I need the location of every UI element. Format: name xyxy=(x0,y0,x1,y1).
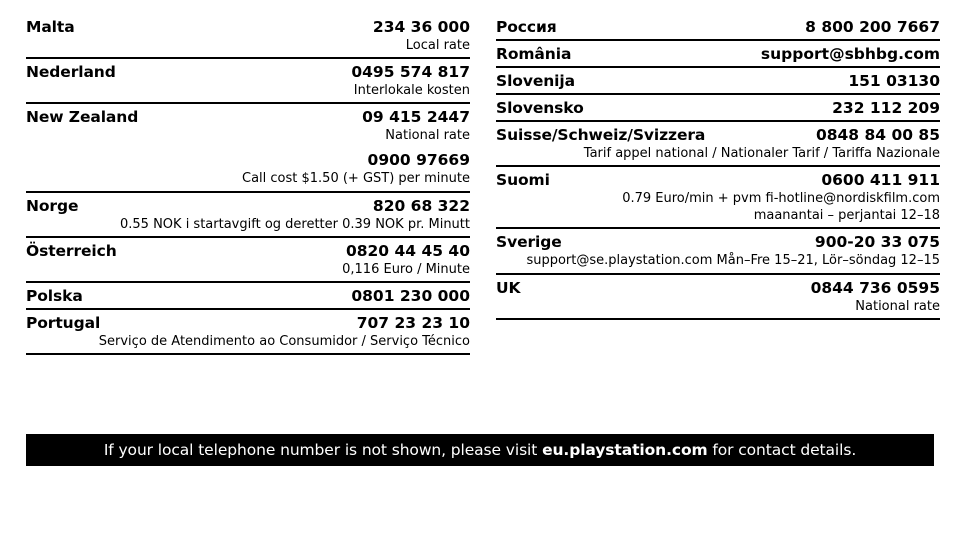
country-name: Nederland xyxy=(26,63,116,82)
entry-header xyxy=(496,45,940,63)
entry-header xyxy=(496,72,940,90)
phone-number: 0900 97669 xyxy=(367,151,470,170)
rate-note xyxy=(496,190,940,224)
list-item xyxy=(496,14,940,41)
entry-header xyxy=(496,171,940,189)
phone-number: 707 23 23 10 xyxy=(356,313,470,332)
entry-header xyxy=(26,63,470,81)
phone-number: 0820 44 45 40 xyxy=(345,241,470,260)
phone-number: 820 68 322 xyxy=(372,196,470,215)
rate-note xyxy=(26,127,470,144)
country-name: UK xyxy=(496,278,521,297)
note-line: Tarif appel national / Nationaler Tarif / Tariffa Nazionale xyxy=(583,146,940,161)
country-name: Österreich xyxy=(26,241,117,260)
phone-number: 900-20 33 075 xyxy=(814,233,940,252)
phone-number: 234 36 000 xyxy=(372,18,470,36)
note-line: support@se.playstation.com Mån–Fre 15–21, Lör–söndag 12–15 xyxy=(526,253,940,269)
entry-header xyxy=(26,287,470,305)
phone-number: 232 112 209 xyxy=(832,99,940,117)
phone-number: 0844 736 0595 xyxy=(810,278,940,297)
phone-number: 8 800 200 7667 xyxy=(805,18,940,36)
list-item xyxy=(26,283,470,310)
entry-header xyxy=(496,233,940,251)
rate-note xyxy=(26,216,470,233)
country-name: Россия xyxy=(496,18,557,36)
note-line: Serviço de Atendimento ao Consumidor / Serviço Técnico xyxy=(98,333,470,349)
rate-note xyxy=(26,261,470,278)
entry-header xyxy=(26,18,470,36)
contact-email: support@sbhbg.com xyxy=(760,45,940,63)
entry-header xyxy=(26,314,470,332)
phone-number: 151 03130 xyxy=(848,72,940,90)
footer-suffix: for contact details. xyxy=(707,441,857,459)
rate-note xyxy=(26,82,470,99)
country-name: Slovensko xyxy=(496,99,584,117)
list-item xyxy=(496,275,940,320)
phone-number: 0495 574 817 xyxy=(351,63,470,82)
left-column xyxy=(26,14,470,355)
country-name: România xyxy=(496,45,572,63)
rate-note xyxy=(26,170,470,187)
list-item xyxy=(496,122,940,167)
entry-header xyxy=(496,279,940,297)
list-item xyxy=(26,193,470,238)
phone-number: 0801 230 000 xyxy=(351,286,470,305)
rate-note xyxy=(496,252,940,269)
phone-number: 0848 84 00 85 xyxy=(815,126,940,144)
list-item xyxy=(496,229,940,274)
footer-banner xyxy=(26,434,934,466)
phone-number: 09 415 2447 xyxy=(362,108,470,127)
list-item xyxy=(496,68,940,95)
list-item xyxy=(26,310,470,355)
right-column xyxy=(496,14,940,355)
country-name: Polska xyxy=(26,286,83,305)
entry-header xyxy=(496,18,940,36)
country-name: New Zealand xyxy=(26,108,139,127)
list-item xyxy=(496,95,940,122)
list-item xyxy=(496,167,940,229)
list-item xyxy=(26,238,470,283)
country-name: Suomi xyxy=(496,171,550,190)
rate-note xyxy=(26,333,470,350)
entry-header xyxy=(26,242,470,260)
country-name: Sverige xyxy=(496,233,562,252)
rate-note xyxy=(496,298,940,315)
note-line: National rate xyxy=(385,128,470,144)
list-item xyxy=(26,104,470,147)
country-name: Portugal xyxy=(26,313,101,332)
note-line: Interlokale kosten xyxy=(353,83,470,99)
note-line: National rate xyxy=(855,298,940,314)
note-line: 0.79 Euro/min + pvm fi-hotline@nordiskfilm.com xyxy=(622,191,940,207)
entry-header xyxy=(496,126,940,144)
entry-header xyxy=(26,151,470,169)
country-name: Slovenija xyxy=(496,72,575,90)
list-item xyxy=(26,59,470,104)
list-item xyxy=(26,147,470,192)
entry-header xyxy=(26,108,470,126)
rate-note xyxy=(26,37,470,54)
phone-number: 0600 411 911 xyxy=(821,171,940,190)
list-item xyxy=(496,41,940,68)
country-name: Malta xyxy=(26,18,75,36)
footer-prefix: If your local telephone number is not shown, please visit xyxy=(103,441,543,459)
note-line: 0.55 NOK i startavgift og deretter 0.39 NOK pr. Minutt xyxy=(120,216,470,232)
rate-note xyxy=(496,145,940,162)
note-line: Local rate xyxy=(405,38,470,53)
note-line: maanantai – perjantai 12–18 xyxy=(753,208,940,224)
country-name: Norge xyxy=(26,196,79,215)
entry-header xyxy=(26,197,470,215)
country-name: Suisse/Schweiz/Svizzera xyxy=(496,126,706,144)
note-line: 0,116 Euro / Minute xyxy=(342,261,470,277)
note-line: Call cost $1.50 (+ GST) per minute xyxy=(242,171,470,187)
list-item xyxy=(26,14,470,59)
footer-link[interactable]: eu.playstation.com xyxy=(542,441,708,459)
entry-header xyxy=(496,99,940,117)
